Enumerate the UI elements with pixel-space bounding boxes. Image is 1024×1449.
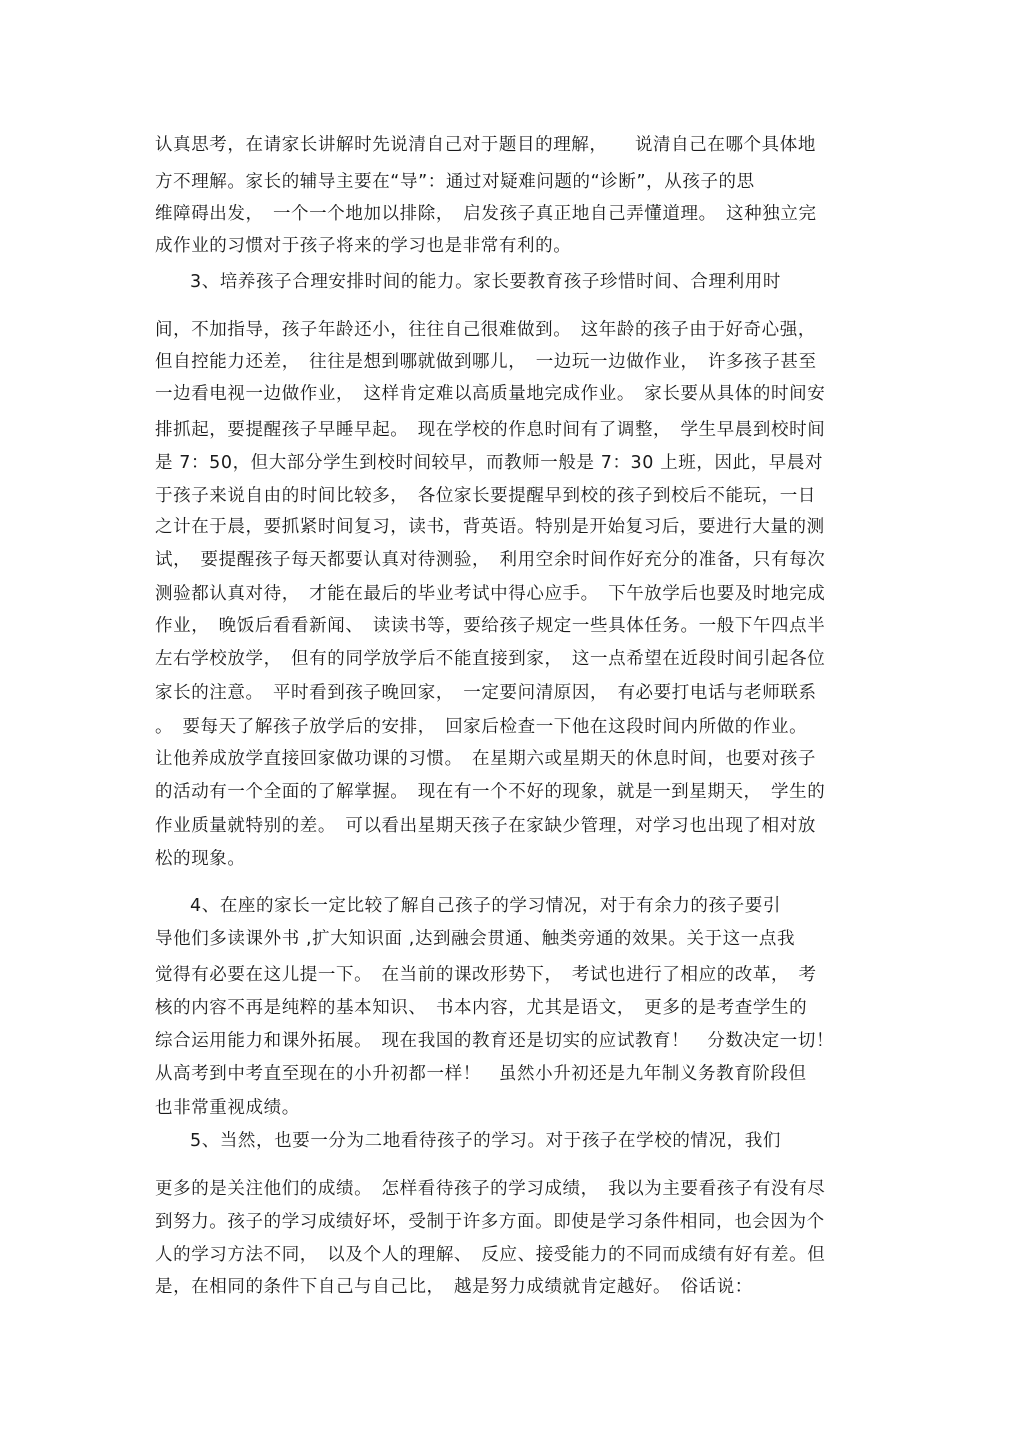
text-line: 方不理解。家长的辅导主要在“导”：通过对疑难问题的“诊断”，从孩子的思	[155, 172, 755, 192]
section-5-heading-line: 5、当然，也要一分为二地看待孩子的学习。对于孩子在学校的情况，我们	[190, 1131, 781, 1151]
text-line: 核的内容不再是纯粹的基本知识、 书本内容，尤其是语文， 更多的是考查学生的	[155, 998, 808, 1018]
text-line: 也非常重视成绩。	[155, 1098, 300, 1118]
section-4-heading-line: 4、在座的家长一定比较了解自己孩子的学习情况，对于有余力的孩子要引	[190, 896, 781, 916]
text-line: 认真思考，在请家长讲解时先说清自己对于题目的理解， 说清自己在哪个具体地	[155, 135, 816, 155]
text-line: 试， 要提醒孩子每天都要认真对待测验， 利用空余时间作好充分的准备，只有每次	[155, 550, 826, 570]
text-line: 维障碍出发， 一个一个地加以排除， 启发孩子真正地自己弄懂道理。 这种独立完	[155, 204, 817, 224]
text-line: 之计在于晨，要抓紧时间复习，读书，背英语。特别是开始复习后，要进行大量的测	[155, 517, 825, 537]
text-line: 间，不加指导，孩子年龄还小，往往自己很难做到。 这年龄的孩子由于好奇心强，	[155, 320, 816, 340]
text-line: 但自控能力还差， 往往是想到哪就做到哪儿， 一边玩一边做作业， 许多孩子甚至	[155, 352, 817, 372]
text-line: 成作业的习惯对于孩子将来的学习也是非常有利的。	[155, 236, 572, 256]
text-line: 导他们多读课外书 ,扩大知识面 ,达到融会贯通、触类旁通的效果。关于这一点我	[155, 929, 796, 949]
text-line: 一边看电视一边做作业， 这样肯定难以高质量地完成作业。 家长要从具体的时间安	[155, 384, 826, 404]
text-line: 。 要每天了解孩子放学后的安排， 回家后检查一下他在这段时间内所做的作业。	[155, 717, 808, 737]
section-3-heading-line: 3、培养孩子合理安排时间的能力。家长要教育孩子珍惜时间、合理利用时	[190, 272, 781, 292]
text-line: 排抓起，要提醒孩子早睡早起。 现在学校的作息时间有了调整， 学生早晨到校时间	[155, 420, 826, 440]
text-line: 测验都认真对待， 才能在最后的毕业考试中得心应手。 下午放学后也要及时地完成	[155, 584, 826, 604]
text-line: 松的现象。	[155, 849, 246, 869]
text-line: 更多的是关注他们的成绩。 怎样看待孩子的学习成绩， 我以为主要看孩子有没有尽	[155, 1179, 826, 1199]
text-line: 从高考到中考直至现在的小升初都一样！ 虽然小升初还是九年制义务教育阶段但	[155, 1064, 807, 1084]
text-line: 让他养成放学直接回家做功课的习惯。 在星期六或星期天的休息时间，也要对孩子	[155, 749, 816, 769]
text-line: 觉得有必要在这儿提一下。 在当前的课改形势下， 考试也进行了相应的改革， 考	[155, 965, 817, 985]
text-line: 综合运用能力和课外拓展。 现在我国的教育还是切实的应试教育！ 分数决定一切！	[155, 1031, 835, 1051]
text-line: 作业， 晚饭后看看新闻、 读读书等，要给孩子规定一些具体任务。一般下午四点半	[155, 616, 826, 636]
text-line: 的活动有一个全面的了解掌握。 现在有一个不好的现象，就是一到星期天， 学生的	[155, 782, 826, 802]
text-line: 人的学习方法不同， 以及个人的理解、 反应、接受能力的不同而成绩有好有差。但	[155, 1245, 826, 1265]
text-line: 家长的注意。 平时看到孩子晚回家， 一定要问清原因， 有必要打电话与老师联系	[155, 683, 817, 703]
text-line: 到努力。孩子的学习成绩好坏，受制于许多方面。即使是学习条件相同，也会因为个	[155, 1212, 825, 1232]
text-line: 是 7：50，但大部分学生到校时间较早，而教师一般是 7：30 上班，因此，早晨对	[155, 453, 824, 473]
text-line: 是，在相同的条件下自己与自己比， 越是努力成绩就肯定越好。 俗话说：	[155, 1277, 753, 1297]
text-line: 于孩子来说自由的时间比较多， 各位家长要提醒早到校的孩子到校后不能玩，一日	[155, 486, 816, 506]
text-line: 作业质量就特别的差。 可以看出星期天孩子在家缺少管理，对学习也出现了相对放	[155, 816, 816, 836]
text-line: 左右学校放学， 但有的同学放学后不能直接到家， 这一点希望在近段时间引起各位	[155, 649, 826, 669]
